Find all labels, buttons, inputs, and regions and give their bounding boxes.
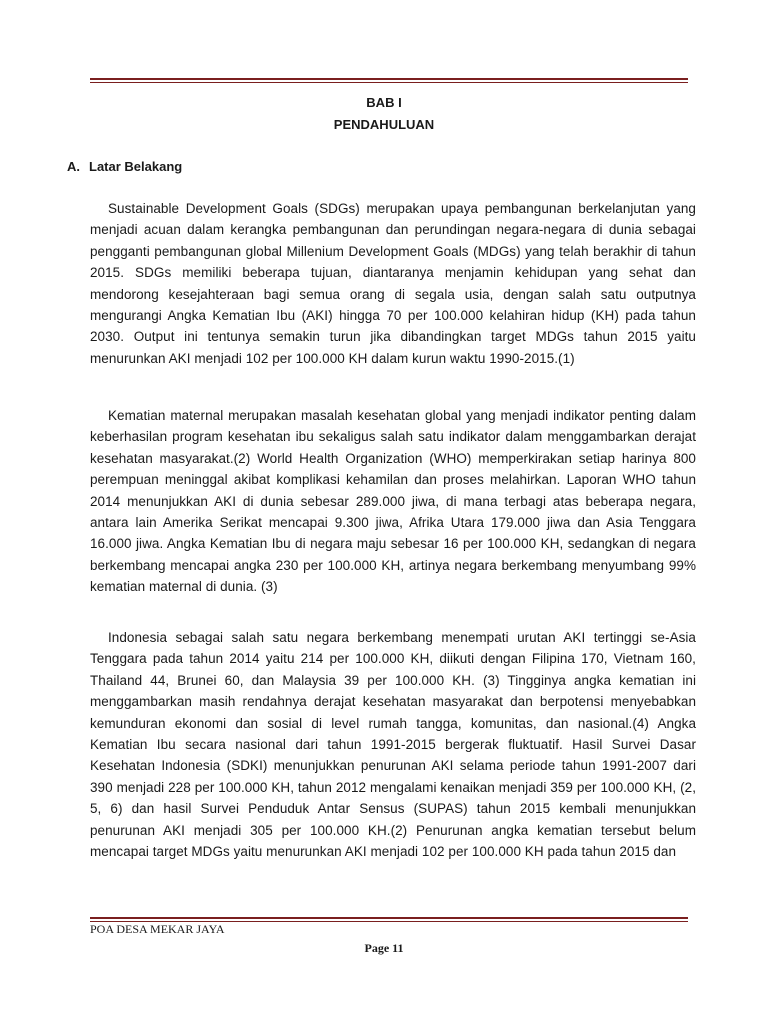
- paragraph-indonesia: Indonesia sebagai salah satu negara berkembang menempati urutan AKI tertinggi se-Asia Tenggara pada tahun 2014 yaitu 214 per 100.000 KH, diikuti dengan Filipina 170, Vietnam 160, Thailand 44, Brunei 60, dan Malaysia 39 per 100.000 KH. (3) Tingginya angka kematian ini menggambarkan masih rendahnya derajat kesehatan masyarakat dan berpotensi menyebabkan kemunduran ekonomi dan sosial di level rumah tangga, komunitas, dan nasional.(4) Angka Kematian Ibu secara nasional dari tahun 1991-2015 bergerak fluktuatif. Hasil Survei Dasar Kesehatan Indonesia (SDKI) menunjukkan penurunan AKI selama periode tahun 1991-2007 dari 390 menjadi 228 per 100.000 KH, tahun 2012 mengalami kenaikan menjadi 359 per 100.000 KH, (2, 5, 6) dan hasil Survei Penduduk Antar Sensus (SUPAS) tahun 2015 kembali menunjukkan penurunan AKI menjadi 305 per 100.000 KH.(2) Penurunan angka kematian tersebut belum mencapai target MDGs yaitu menurunkan AKI menjadi 102 per 100.000 KH pada tahun 2015 dan: [90, 630, 696, 860]
- paragraph-maternal-mortality: Kematian maternal merupakan masalah kesehatan global yang menjadi indikator penting dalam keberhasilan program kesehatan ibu sekaligus salah satu indikator dalam menggambarkan derajat kesehatan masyarakat.(2) World Health Organization (WHO) memperkirakan setiap harinya 800 perempuan meninggal akibat komplikasi kehamilan dan proses melahirkan. Laporan WHO tahun 2014 menunjukkan AKI di dunia sebesar 289.000 jiwa, di mana terbagi atas beberapa negara, antara lain Amerika Serikat mencapai 9.300 jiwa, Afrika Utara 179.000 jiwa dan Asia Tenggara 16.000 jiwa. Angka Kematian Ibu di negara maju sebesar 16 per 100.000 KH, sedangkan di negara berkembang mencapai angka 230 per 100.000 KH, artinya negara berkembang menyumbang 99% kematian maternal di dunia. (3): [90, 408, 696, 595]
- section-number: A.: [67, 159, 80, 174]
- chapter-title: PENDAHULUAN: [333, 117, 435, 132]
- chapter-number: BAB I: [366, 95, 402, 110]
- paragraph-sdgs: Sustainable Development Goals (SDGs) merupakan upaya pembangunan berkelanjutan yang menjadi acuan dalam kerangka pembangunan dan perundingan negara-negara di dunia sebagai pengganti pembangunan global Millenium Development Goals (MDGs) yang telah berakhir di tahun 2015. SDGs memiliki beberapa tujuan, diantaranya menjamin kehidupan yang sehat dan mendorong kesejahteraan bagi semua orang di segala usia, dengan salah satu outputnya mengurangi Angka Kematian Ibu (AKI) hingga 70 per 100.000 kelahiran hidup (KH) pada tahun 2030. Output ini tentunya semakin turun jika dibandingkan target MDGs tahun 2015 yaitu menurunkan AKI menjadi 102 per 100.000 KH dalam kurun waktu 1990-2015.(1): [90, 201, 696, 366]
- header-rule: [90, 78, 688, 83]
- section-heading: [67, 159, 182, 174]
- page-number: Page 11: [364, 941, 404, 955]
- footer-document-title: POA DESA MEKAR JAYA: [90, 922, 225, 936]
- section-title: Latar Belakang: [89, 159, 183, 174]
